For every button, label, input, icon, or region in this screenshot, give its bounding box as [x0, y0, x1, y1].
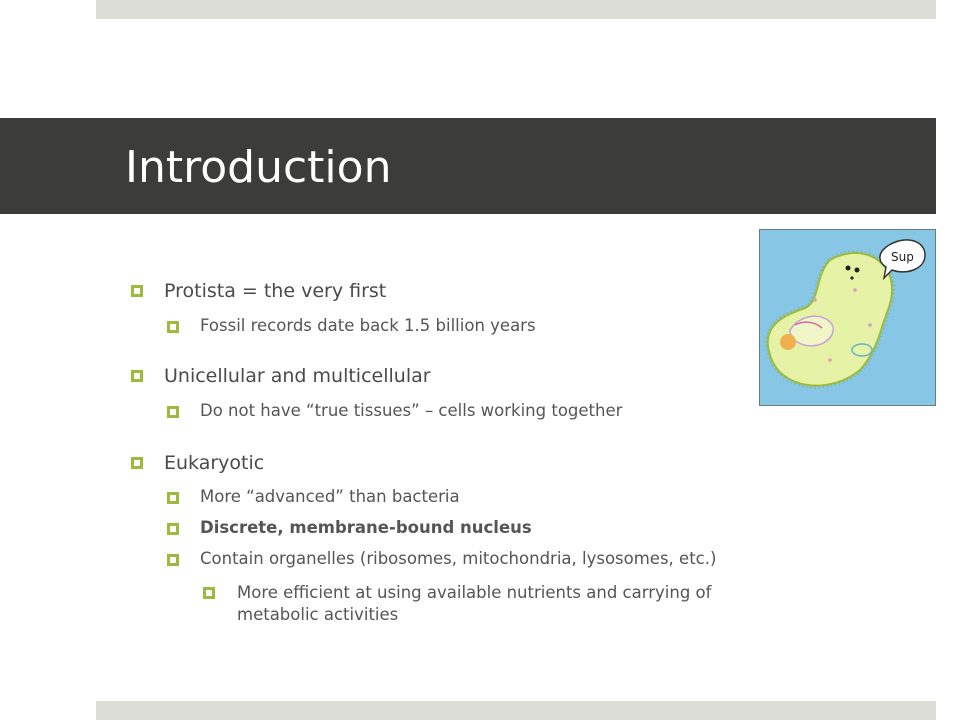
bullet-item: [203, 582, 711, 626]
bullet-text: Discrete, membrane-bound nucleus: [200, 518, 532, 537]
speech-bubble-text: Sup: [891, 250, 914, 264]
bullet-square-icon: [167, 321, 179, 333]
protist-illustration: [759, 229, 936, 406]
bullet-square-icon: [167, 492, 179, 504]
bullet-text: Do not have “true tissues” – cells working together: [200, 401, 623, 420]
top-decor-bar: [96, 0, 936, 19]
protist-cartoon-icon: [760, 230, 936, 406]
bullet-square-icon: [131, 370, 143, 382]
slide-title: Introduction: [125, 142, 392, 193]
bullet-item: [131, 280, 386, 302]
bullet-item: [167, 316, 536, 335]
bullet-square-icon: [131, 285, 143, 297]
bullet-item: [131, 365, 431, 387]
bullet-text-line1: More efficient at using available nutrients and carrying of: [237, 583, 712, 602]
bullet-text: Eukaryotic: [164, 452, 265, 474]
bullet-square-icon: [167, 554, 179, 566]
bullet-square-icon: [167, 406, 179, 418]
bullet-text: Protista = the very first: [164, 280, 387, 302]
bottom-decor-bar: [96, 701, 936, 720]
bullet-item: [167, 401, 622, 420]
bullet-text: [237, 582, 711, 626]
bullet-item: [167, 518, 532, 537]
bullet-item: [131, 452, 264, 474]
bullet-text: More “advanced” than bacteria: [200, 487, 460, 506]
bullet-square-icon: [131, 457, 143, 469]
bullet-text: Contain organelles (ribosomes, mitochondria, lysosomes, etc.): [200, 549, 717, 568]
bullet-item: [167, 487, 460, 506]
bullet-text-line2: metabolic activities: [237, 605, 399, 624]
bullet-square-icon: [167, 523, 179, 535]
bullet-text: Unicellular and multicellular: [164, 365, 431, 387]
bullet-text: Fossil records date back 1.5 billion years: [200, 316, 536, 335]
bullet-item: [167, 549, 716, 568]
bullet-square-icon: [203, 587, 215, 599]
